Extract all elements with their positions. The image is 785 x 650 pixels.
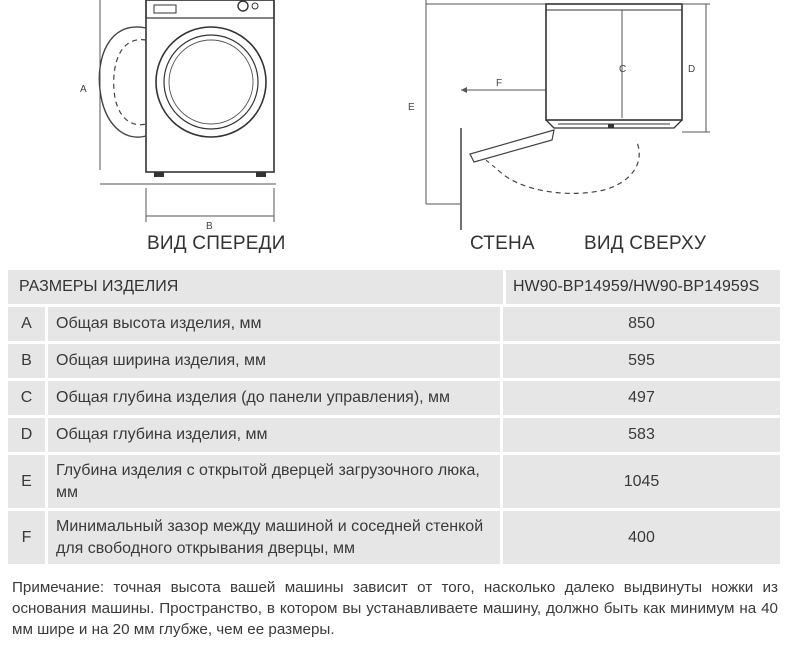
table-row [8, 344, 780, 378]
row-description: Глубина изделия с открытой дверцей загрузочного люка, мм [48, 455, 500, 508]
row-letter: C [8, 381, 45, 415]
row-value: 583 [503, 418, 780, 452]
table-row [8, 307, 780, 341]
table-title: РАЗМЕРЫ ИЗДЕЛИЯ [8, 270, 503, 304]
row-value: 850 [503, 307, 780, 341]
row-value: 400 [503, 511, 780, 564]
table-row [8, 455, 780, 508]
dim-label-f: F [496, 78, 503, 89]
top-view-diagram [400, 0, 720, 230]
dim-label-d: D [688, 64, 696, 75]
row-description: Общая глубина изделия, мм [48, 418, 500, 452]
row-description: Общая высота изделия, мм [48, 307, 500, 341]
table-row [8, 418, 780, 452]
row-letter: E [8, 455, 45, 508]
table-row [8, 511, 780, 564]
row-letter: D [8, 418, 45, 452]
dim-label-a: A [80, 84, 87, 95]
table-header-row [8, 270, 780, 304]
row-value: 497 [503, 381, 780, 415]
dim-label-e: E [408, 102, 415, 113]
top-view-caption: ВИД СВЕРХУ [584, 233, 707, 254]
footnote: Примечание: точная высота вашей машины зависит от того, насколько далеко выдвинуты ножки из основания машины. Пространство, в котором вы устанавливаете машину, должно быть как минимум на 40 мм шире и на 20 мм глубже, чем ее размеры. [12, 579, 778, 638]
row-value: 595 [503, 344, 780, 378]
dimensions-table [8, 270, 780, 564]
model-name: HW90-BP14959/HW90-BP14959S [506, 270, 780, 304]
table-row [8, 381, 780, 415]
row-value: 1045 [503, 455, 780, 508]
row-letter: F [8, 511, 45, 564]
wall-caption: СТЕНА [470, 233, 535, 254]
row-description: Минимальный зазор между машиной и соседней стенкой для свободного открывания дверцы, мм [48, 511, 500, 564]
row-letter: B [8, 344, 45, 378]
row-description: Общая ширина изделия, мм [48, 344, 500, 378]
row-description: Общая глубина изделия (до панели управления), мм [48, 381, 500, 415]
front-view-caption: ВИД СПЕРЕДИ [147, 233, 286, 254]
front-view-diagram [60, 0, 300, 230]
dim-label-b: B [206, 221, 213, 230]
dim-label-c: C [619, 64, 627, 75]
row-letter: A [8, 307, 45, 341]
